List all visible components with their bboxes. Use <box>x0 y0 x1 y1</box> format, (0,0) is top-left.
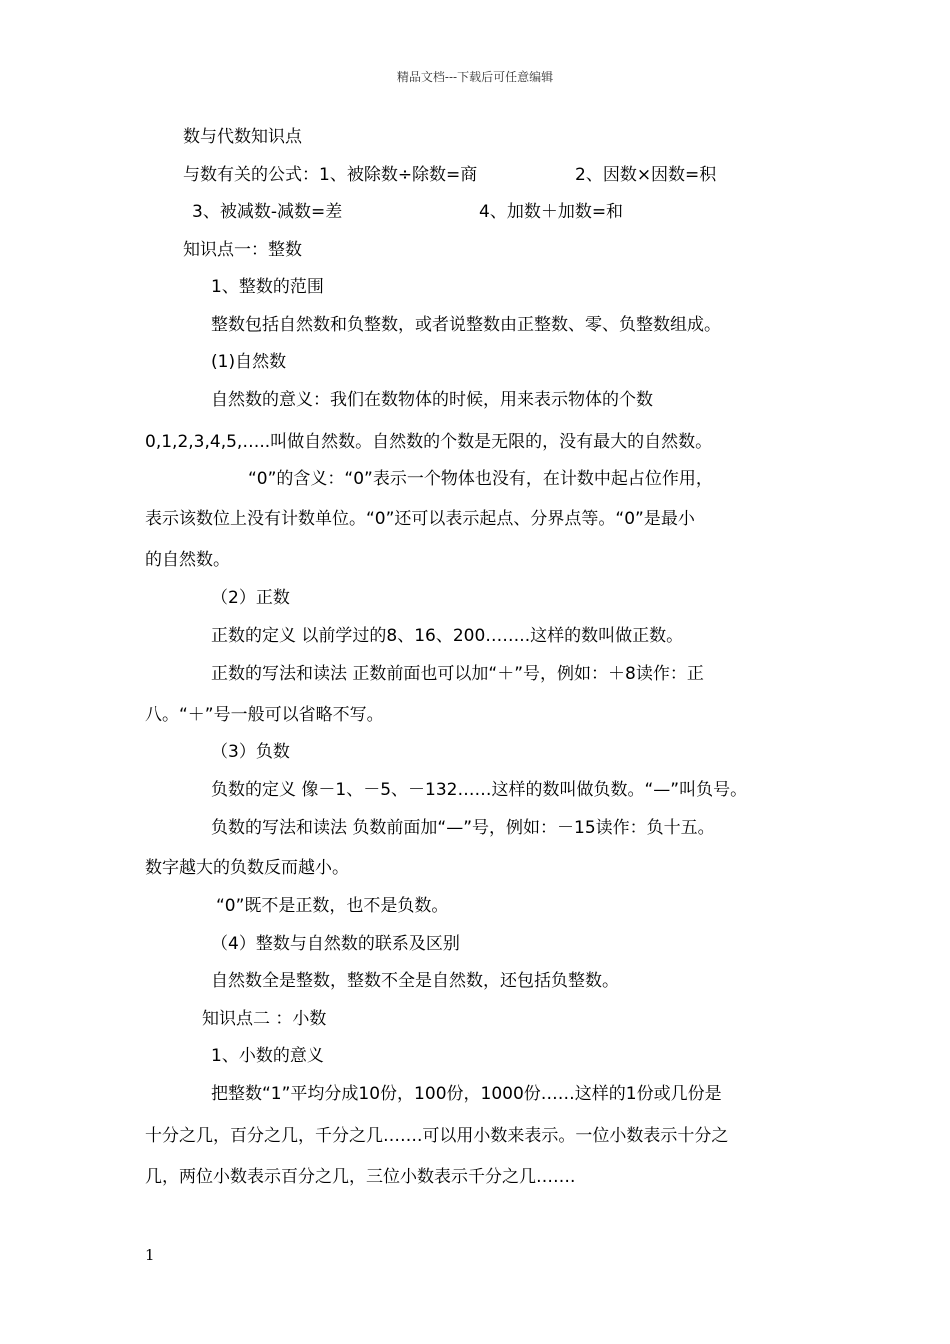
paragraph-line: 正数的写法和读法 正数前面也可以加“＋”号，例如：＋8读作：正 <box>211 664 704 684</box>
paragraph-line: 把整数“1”平均分成10份，100份，1000份……这样的1份或几份是 <box>211 1084 722 1104</box>
paragraph-line: 表示该数位上没有计数单位。“0”还可以表示起点、分界点等。“0”是最小 <box>145 509 695 529</box>
formula-line: 4、加数＋加数=和 <box>479 202 624 222</box>
paragraph-line: 十分之几，百分之几，千分之几…….可以用小数来表示。一位小数表示十分之 <box>145 1126 729 1146</box>
paragraph-line: 数字越大的负数反而越小。 <box>145 858 349 878</box>
formula-line: 2、因数×因数=积 <box>575 165 717 185</box>
paragraph-line: 0,1,2,3,4,5,…..叫做自然数。自然数的个数是无限的，没有最大的自然数。 <box>145 432 713 452</box>
document-title: 数与代数知识点 <box>183 127 302 147</box>
page-number: 1 <box>145 1246 155 1264</box>
paragraph-line: 八。“＋”号一般可以省略不写。 <box>145 705 384 725</box>
subsection-heading: （4）整数与自然数的联系及区别 <box>211 934 460 954</box>
paragraph-line: 整数包括自然数和负整数，或者说整数由正整数、零、负整数组成。 <box>211 315 721 335</box>
subsection-heading: 1、整数的范围 <box>211 277 324 297</box>
paragraph-line: 正数的定义 以前学过的8、16、200……..这样的数叫做正数。 <box>211 626 684 646</box>
paragraph-line: 负数的写法和读法 负数前面加“—”号，例如：－15读作：负十五。 <box>211 818 715 838</box>
page-header: 精品文档---下载后可任意编辑 <box>396 70 554 84</box>
subsection-heading: (1)自然数 <box>211 352 287 372</box>
paragraph-line: 的自然数。 <box>145 550 230 570</box>
paragraph-line: 自然数的意义：我们在数物体的时候，用来表示物体的个数 <box>211 390 653 410</box>
subsection-heading: （2）正数 <box>211 588 290 608</box>
paragraph-line: 自然数全是整数，整数不全是自然数，还包括负整数。 <box>211 971 619 991</box>
paragraph-line: 负数的定义 像－1、－5、－132……这样的数叫做负数。“—”叫负号。 <box>211 780 748 800</box>
formula-line: 与数有关的公式：1、被除数÷除数=商 <box>183 165 478 185</box>
paragraph-line: 几，两位小数表示百分之几，三位小数表示千分之几……. <box>145 1167 576 1187</box>
paragraph-line: “0”的含义：“0”表示一个物体也没有，在计数中起占位作用， <box>248 469 713 489</box>
section-heading: 知识点二 ：小数 <box>202 1009 327 1029</box>
section-heading: 知识点一：整数 <box>183 240 302 260</box>
paragraph-line: “0”既不是正数，也不是负数。 <box>216 896 449 916</box>
subsection-heading: 1、小数的意义 <box>211 1046 324 1066</box>
formula-line: 3、被减数-减数=差 <box>192 202 343 222</box>
subsection-heading: （3）负数 <box>211 742 290 762</box>
